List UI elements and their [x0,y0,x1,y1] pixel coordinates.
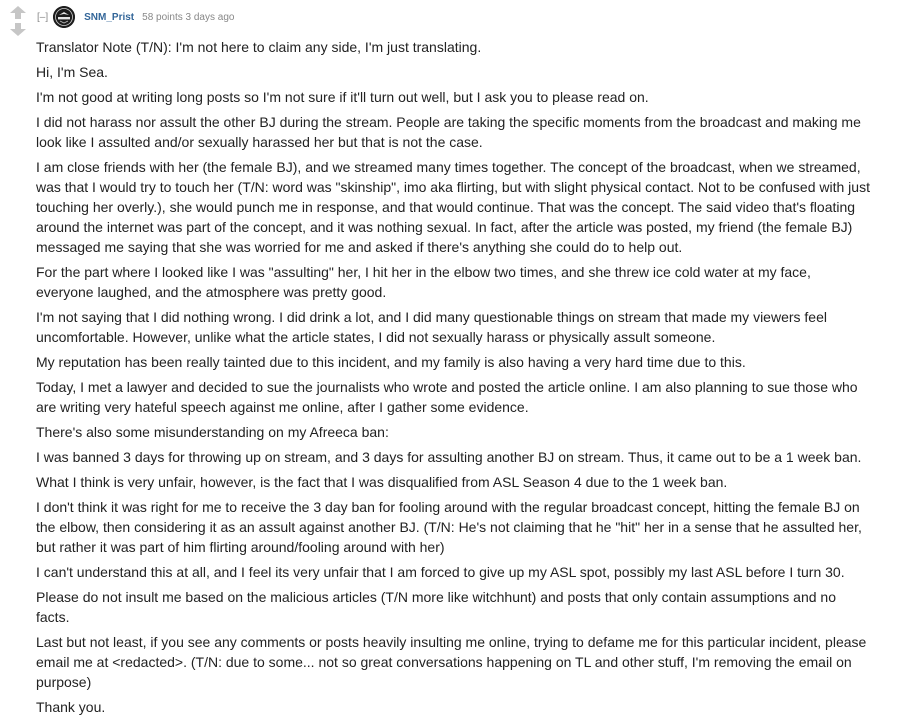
comment-paragraph: I did not harass nor assult the other BJ during the stream. People are taking the specific moments from the broadcast and making me look like I assulted and/or sexually harassed her but that is not the case. [36,114,861,150]
downvote-arrow-icon[interactable] [10,23,26,36]
comment-paragraph: Today, I met a lawyer and decided to sue the journalists who wrote and posted the article online. I am also planning to sue those who are writing very hateful speech against me online, after I gather some evidence. [36,379,858,415]
comment-header [37,6,234,28]
comment-paragraph: There's also some misunderstanding on my Afreeca ban: [36,424,389,440]
comment-paragraph: Hi, I'm Sea. [36,64,108,80]
comment-paragraph: For the part where I looked like I was "assulting" her, I hit her in the elbow two times, and she threw ice cold water at my face, everyone laughed, and the atmosphere was pretty good. [36,264,811,300]
comment-paragraph: I can't understand this at all, and I feel its very unfair that I am forced to give up my ASL spot, possibly my last ASL before I turn 30. [36,564,845,580]
comment-paragraph: I'm not good at writing long posts so I'm not sure if it'll turn out well, but I ask you to please read on. [36,89,649,105]
comment-paragraph: Last but not least, if you see any comments or posts heavily insulting me online, trying to defame me for this particular incident, please email me at <redacted>. (T/N: due to some... not so great conversations happening on TL and other stuff, I'm removing the email on purpose) [36,634,867,690]
comment-paragraph: Thank you. [36,699,106,715]
comment-paragraph: Please do not insult me based on the malicious articles (T/N more like witchhunt) and posts that only contain assumptions and no facts. [36,589,836,625]
user-avatar-icon[interactable] [53,6,75,28]
comment-paragraph: I am close friends with her (the female BJ), and we streamed many times together. The concept of the broadcast, when we streamed, was that I would try to touch her (T/N: word was "skinship", imo aka flirting, but with slight physical contact. Not to be confused with just touching her overly.), she would punch me in response, and that would continue. That was the concept. The said video that's floating around the internet was part of the concept, and it was nothing sexual. In fact, after the article was posted, my friend (the female BJ) messaged me saying that she was worried for me and asked if there's anything she could do to help out. [36,159,870,255]
comment-author[interactable]: SNM_Prist [84,11,135,23]
comment-paragraph: I was banned 3 days for throwing up on stream, and 3 days for assulting another BJ on stream. Thus, it came out to be a 1 week ban. [36,449,862,465]
comment-paragraph: I don't think it was right for me to receive the 3 day ban for fooling around with the regular broadcast concept, hitting the female BJ on the elbow, then considering it as an assult against another BJ. (T/N: He's not claiming that he "hit" her in a sense that he assulted her, but rather it was part of him flirting around/fooling around with her) [36,499,862,555]
vote-controls [10,6,26,36]
comment-body [36,37,872,722]
comment-paragraph: My reputation has been really tainted due to this incident, and my family is also having a very hard time due to this. [36,354,746,370]
comment-paragraph: I'm not saying that I did nothing wrong. I did drink a lot, and I did many questionable things on stream that made my viewers feel uncomfortable. However, unlike what the article states, I did not sexually harass or physically assult someone. [36,309,827,345]
comment-paragraph: What I think is very unfair, however, is the fact that I was disqualified from ASL Season 4 due to the 1 week ban. [36,474,728,490]
comment-age: 3 days ago [185,11,235,23]
comment-points: 58 points [142,11,183,23]
comment-paragraph: Translator Note (T/N): I'm not here to claim any side, I'm just translating. [36,39,482,55]
collapse-toggle[interactable]: [–] [37,11,49,23]
upvote-arrow-icon[interactable] [10,6,26,19]
